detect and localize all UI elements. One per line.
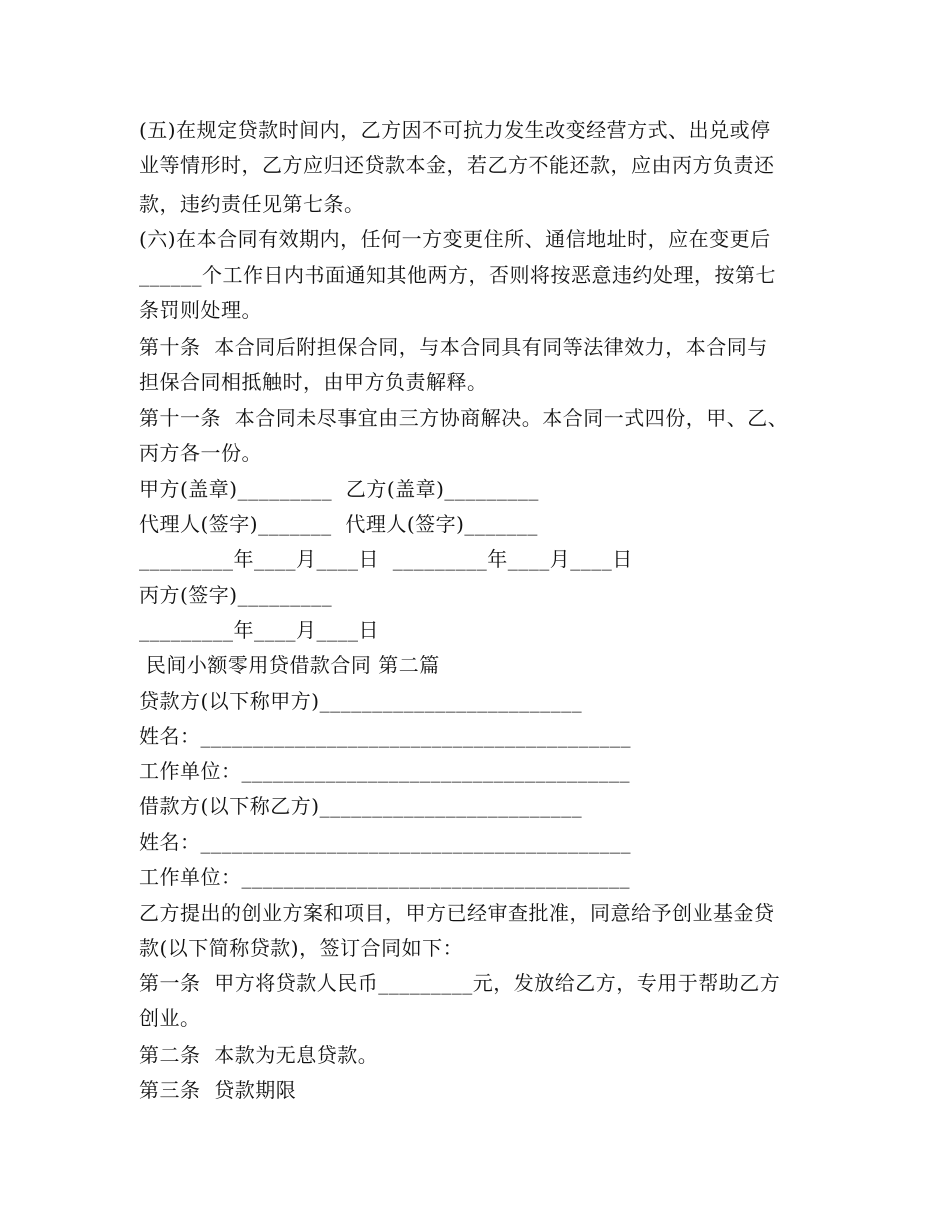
text-line: ______个工作日内书面通知其他两方，否则将按恶意违约处理，按第七 xyxy=(139,263,776,287)
text-line: 担保合同相抵触时，由甲方负责解释。 xyxy=(139,370,488,394)
borrower-workplace-field: 工作单位：_____________________________________ xyxy=(139,865,630,889)
borrower-field: 借款方(以下称乙方)_________________________ xyxy=(139,794,583,818)
text-line: 款(以下简称贷款)，签订合同如下： xyxy=(139,936,464,960)
date-line: _________年____月____日 xyxy=(139,618,379,642)
text-line: 款，违约责任见第七条。 xyxy=(139,192,365,216)
signature-line-agents: 代理人(签字)_______ 代理人(签字)_______ xyxy=(139,512,538,536)
text-line: 第二条 本款为无息贷款。 xyxy=(139,1043,379,1067)
text-line: 第三条 贷款期限 xyxy=(139,1078,297,1102)
text-line: 创业。 xyxy=(139,1006,201,1030)
text-line: 条罚则处理。 xyxy=(139,298,262,322)
signature-line-parties: 甲方(盖章)_________ 乙方(盖章)_________ xyxy=(139,477,539,501)
section-title: 民间小额零用贷借款合同 第二篇 xyxy=(139,653,440,677)
text-line: (五)在规定贷款时间内，乙方因不可抗力发生改变经营方式、出兑或停 xyxy=(139,118,771,142)
lender-workplace-field: 工作单位：_____________________________________ xyxy=(139,759,630,783)
text-line: 丙方各一份。 xyxy=(139,441,262,465)
text-line: 乙方提出的创业方案和项目，甲方已经审查批准，同意给予创业基金贷 xyxy=(139,901,775,925)
lender-field: 贷款方(以下称甲方)_________________________ xyxy=(139,689,583,713)
text-line: 第十一条 本合同未尽事宜由三方协商解决。本合同一式四份，甲、乙、 xyxy=(139,406,789,430)
date-line: _________年____月____日 _________年____月____日 xyxy=(139,547,633,571)
lender-name-field: 姓名：_________________________________________ xyxy=(139,724,631,748)
text-line: 业等情形时，乙方应归还贷款本金，若乙方不能还款，应由丙方负责还 xyxy=(139,153,775,177)
text-line: (六)在本合同有效期内，任何一方变更住所、通信地址时，应在变更后 xyxy=(139,227,771,251)
text-line: 第十条 本合同后附担保合同，与本合同具有同等法律效力，本合同与 xyxy=(139,335,768,359)
signature-line-third-party: 丙方(签字)_________ xyxy=(139,583,333,607)
borrower-name-field: 姓名：_________________________________________ xyxy=(139,830,631,854)
text-line: 第一条 甲方将贷款人民币_________元，发放给乙方，专用于帮助乙方 xyxy=(139,971,781,995)
